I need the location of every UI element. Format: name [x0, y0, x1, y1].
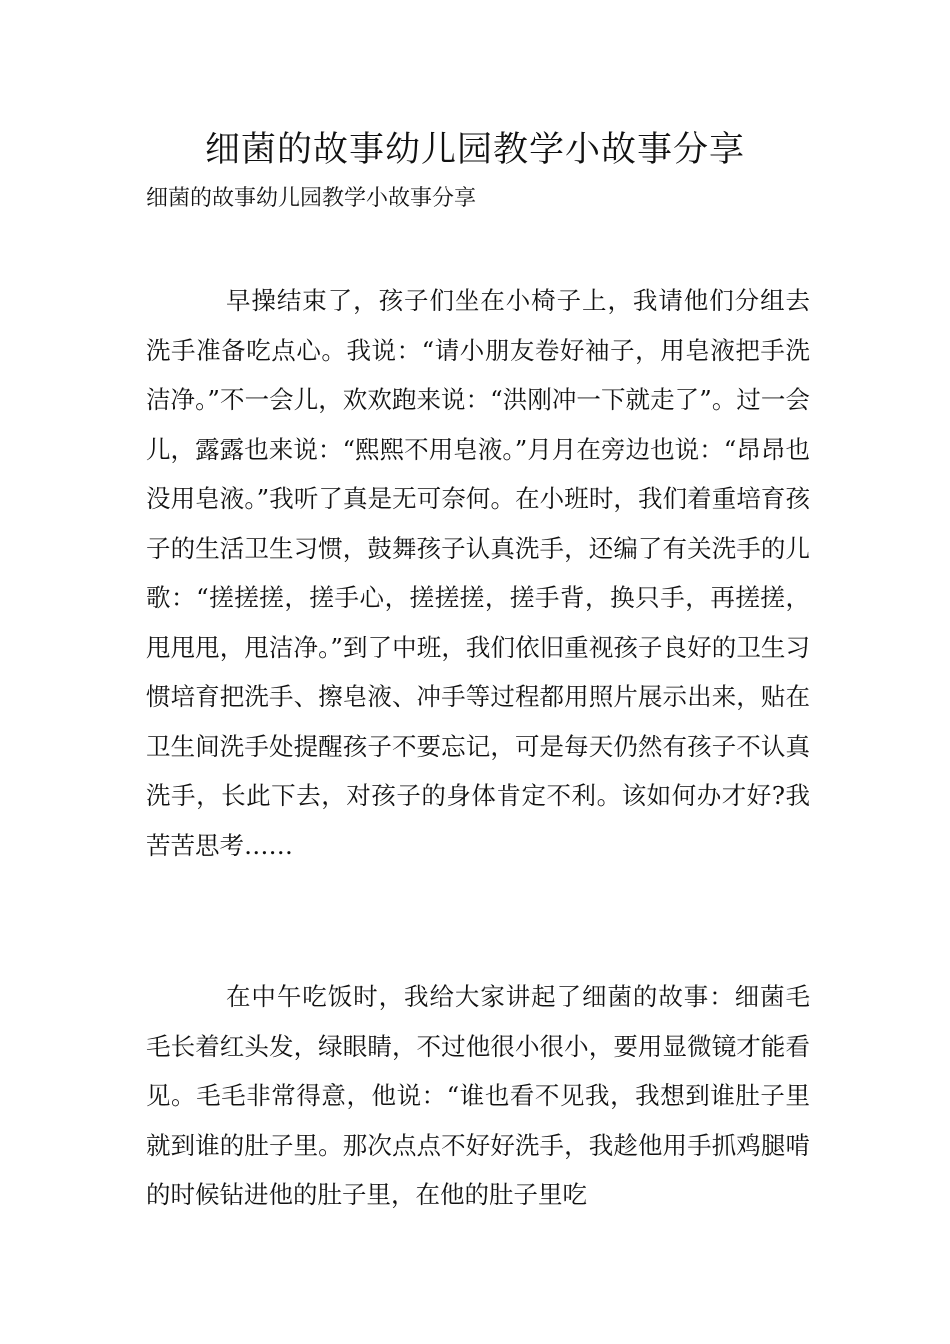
paragraph: 在中午吃饭时，我给大家讲起了细菌的故事：细菌毛毛长着红头发，绿眼睛，不过他很小很小，要用显微镜才能看见。毛毛非常得意，他说：“谁也看不见我，我想到谁肚子里就到谁的肚子里。那次点点不好好洗手，我趁他用手抓鸡腿啃的时候钻进他的肚子里，在他的肚子里吃 [146, 982, 810, 1209]
paragraph: 早操结束了，孩子们坐在小椅子上，我请他们分组去洗手准备吃点心。我说：“请小朋友卷好袖子，用皂液把手洗洁净。”不一会儿，欢欢跑来说：“洪刚冲一下就走了”。过一会儿，露露也来说：“熙熙不用皂液。”月月在旁边也说：“昂昂也没用皂液。”我听了真是无可奈何。在小班时，我们着重培育孩子的生活卫生习惯，鼓舞孩子认真洗手，还编了有关洗手的儿歌：“搓搓搓，搓手心，搓搓搓，搓手背，换只手，再搓搓，甩甩甩，甩洁净。”到了中班，我们依旧重视孩子良好的卫生习惯培育把洗手、擦皂液、冲手等过程都用照片展示出来，贴在卫生间洗手处提醒孩子不要忘记，可是每天仍然有孩子不认真洗手，长此下去，对孩子的身体肯定不利。该如何办才好?我苦苦思考…… [146, 286, 810, 860]
document-title: 细菌的故事幼儿园教学小故事分享 [204, 130, 745, 170]
document-subtitle: 细菌的故事幼儿园教学小故事分享 [146, 186, 477, 211]
